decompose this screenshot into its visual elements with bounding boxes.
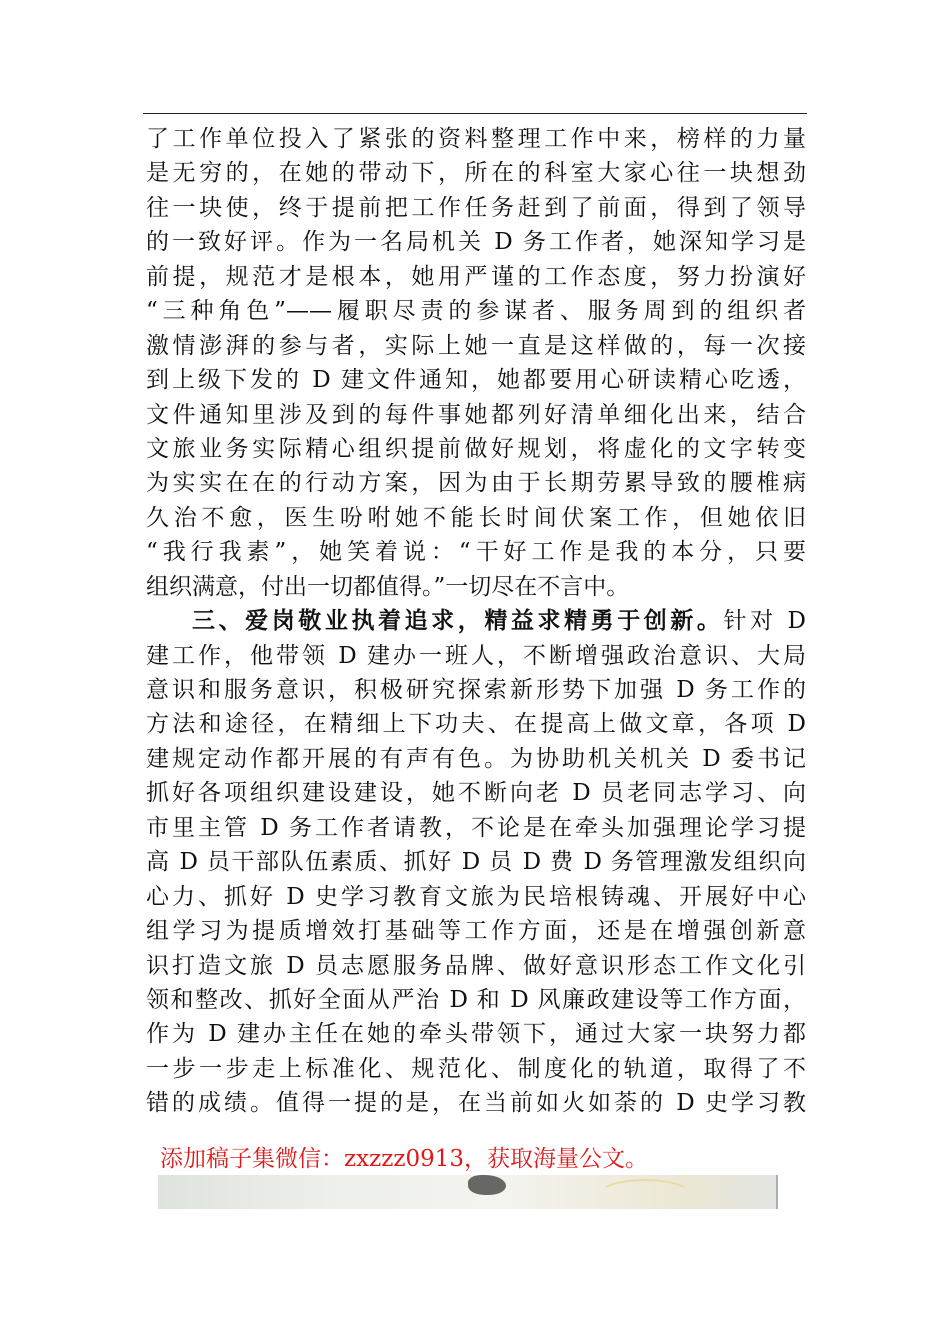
body-line: 文件通知里涉及到的每件事她都列好清单细化出来，结合 (146, 401, 806, 428)
body-line: 文旅业务实际精心组织提前做好规划，将虚化的文字转变 (146, 435, 806, 462)
body-line: 抓好各项组织建设建设，她不断向老 D 员老同志学习、向 (146, 780, 806, 807)
body-line: 为实实在在的行动方案，因为由于长期劳累导致的腰椎病 (146, 470, 806, 497)
body-line: 往一块使，终于提前把工作任务赶到了前面，得到了领导 (146, 194, 806, 221)
body-line: “我行我素”，她笑着说：“干好工作是我的本分，只要 (146, 539, 806, 566)
body-line: 是无穷的，在她的带动下，所在的科室大家心往一块想劲 (146, 160, 806, 187)
decorative-banner-image (158, 1175, 778, 1209)
body-line: 错的成绩。值得一提的是，在当前如火如荼的 D 史学习教 (146, 1090, 806, 1117)
body-line: 到上级下发的 D 建文件通知，她都要用心研读精心吃透， (146, 367, 806, 394)
body-line: 作为 D 建办主任在她的牵头带领下，通过大家一块努力都 (146, 1021, 806, 1048)
body-line: 市里主管 D 务工作者请教，不论是在牵头加强理论学习提 (146, 814, 806, 841)
body-line: 领和整改、抓好全面从严治 D 和 D 风廉政建设等工作方面， (146, 986, 806, 1013)
body-line: 激情澎湃的参与者，实际上她一直是这样做的，每一次接 (146, 332, 806, 359)
body-line: 识打造文旅 D 员志愿服务品牌、做好意识形态工作文化引 (146, 952, 806, 979)
section-heading: 三、爱岗敬业执着追求，精益求精勇于创新。 (192, 607, 724, 635)
body-line: 了工作单位投入了紧张的资料整理工作中来，榜样的力量 (146, 126, 806, 152)
swirl-decoration (598, 1179, 692, 1209)
body-line: 高 D 员干部队伍素质、抓好 D 员 D 费 D 务管理激发组织向 (146, 849, 806, 876)
body-line: 意识和服务意识，积极研究探索新形势下加强 D 务工作的 (146, 677, 806, 703)
body-text-run: 针对 D (723, 608, 806, 635)
body-line: 组织满意，付出一切都值得。”一切尽在不言中。 (146, 573, 630, 600)
body-line: 前提，规范才是根本，她用严谨的工作态度，努力扮演好 (146, 263, 806, 290)
body-line: 方法和途径，在精细上下功夫、在提高上做文章，各项 D (146, 711, 806, 738)
document-body (146, 122, 806, 1121)
body-line: 一步一步走上标准化、规范化、制度化的轨道，取得了不 (146, 1055, 806, 1082)
section-heading-line (146, 604, 806, 638)
body-line: “三种角色”——履职尽责的参谋者、服务周到的组织者 (146, 298, 806, 325)
body-line: 久治不愈，医生吩咐她不能长时间伏案工作，但她依旧 (146, 504, 806, 531)
ink-blot-decoration (468, 1175, 506, 1195)
body-line: 建规定动作都开展的有声有色。为协助机关机关 D 委书记 (146, 745, 806, 772)
footer-watermark-note: 添加稿子集微信：zxzzz0913，获取海量公文。 (160, 1146, 648, 1172)
body-line: 组学习为提质增效打基础等工作方面，还是在增强创新意 (146, 918, 806, 945)
header-rule (143, 113, 807, 114)
body-line: 心力、抓好 D 史学习教育文旅为民培根铸魂、开展好中心 (146, 883, 806, 910)
body-line: 建工作，他带领 D 建办一班人，不断增强政治意识、大局 (146, 642, 806, 669)
body-line: 的一致好评。作为一名局机关 D 务工作者，她深知学习是 (146, 229, 806, 256)
